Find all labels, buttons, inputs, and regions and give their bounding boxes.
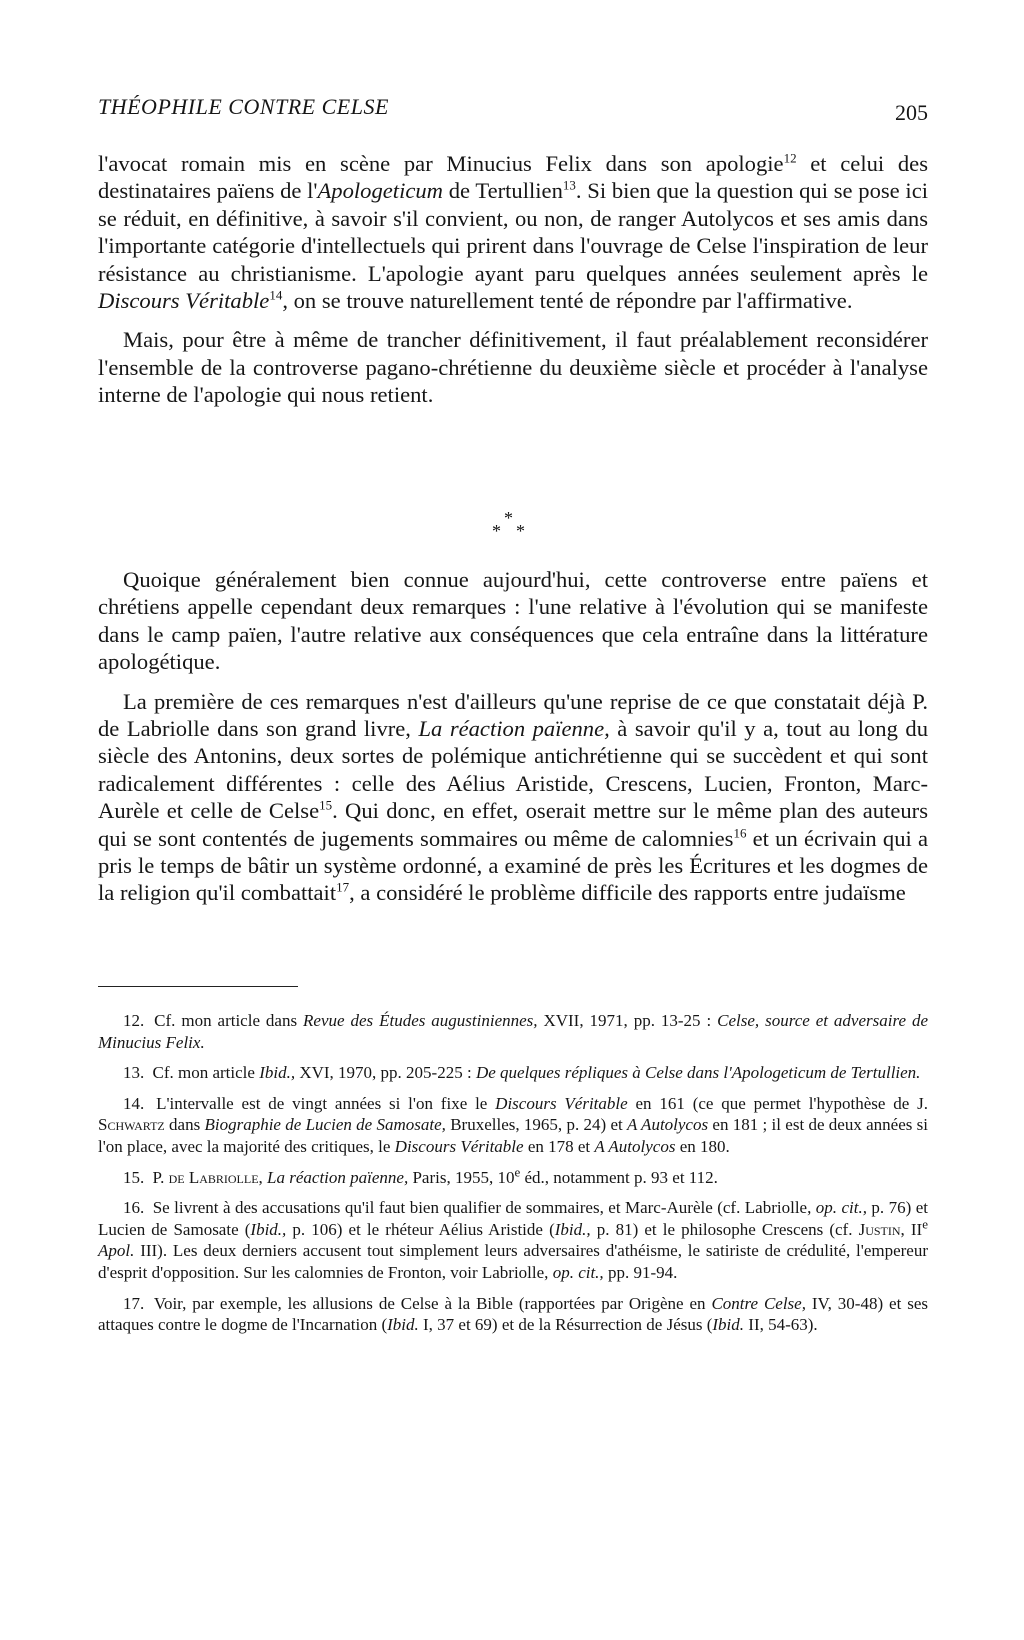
text-run: . Qui donc, en effet, oserait mettre sur le même plan des auteurs qui se sont contentés de jugements sommaires ou même de calomnies [98,798,928,851]
star-icon: * [516,521,525,541]
italic-run: op. cit., [552,1262,604,1282]
text-run: en 161 (ce que permet l'hypothèse de J. [627,1093,929,1113]
footnote-number: 15. [123,1167,145,1187]
footnote-ref-17: 17 [336,879,350,895]
text-run: . Si bien que la question qui se pose ici se réduit, en définitive, à savoir s'il convient, ou non, de ranger Autolycos et ses amis dans l'importante catégorie d'intellectuels qui prirent dans l'ouvrage de Celse l'inspiration de leur résistance au christianisme. L'apologie ayant paru quelques années seulement après le [98,178,928,286]
text-run: en 181 ; il est de deux années si l'on place, avec la majorité des critiques, le [98,1115,929,1156]
text-run: L'intervalle est de vingt années si l'on fixe le [148,1093,496,1113]
text-run: et un écrivain qui a pris le temps de bâtir un système ordonné, a examiné de près les Écritures et les dogmes de la religion qu'il combattait [98,825,928,906]
italic-run: Celse, source et adversaire de Minucius Felix. [98,1011,928,1052]
italic-run: de Tertullien. [826,1063,921,1083]
text-run: dans [164,1115,205,1135]
text-run: éd., notamment p. 93 et 112. [520,1167,718,1187]
italic-run: Discours Véritable [495,1093,628,1113]
italic-run: op. cit., [815,1198,867,1218]
footnote-ref-14: 14 [269,287,283,303]
footnote-ref-12: 12 [783,150,797,166]
italic-run: Discours Véritable [394,1136,524,1156]
text-run: La première de ces remarques n'est d'ailleurs qu'une reprise de ce que constatait déjà P. de Labriolle dans son grand livre, [98,688,928,742]
text-run: , II [900,1219,923,1239]
star-icon: * [492,521,501,541]
title-discours: Discours Véritable [98,288,270,314]
italic-run: A Autolycos [627,1115,709,1135]
text-run: IV, 30-48) et ses attaques contre le dogme de l'Incarnation ( [98,1293,928,1335]
paragraph-2: Mais, pour être à même de trancher définitivement, il faut préalablement reconsidérer l'ensemble de la controverse pagano-chrétienne du deuxième siècle et procéder à l'analyse interne de l'apologie qui nous retient. [98,327,928,408]
italic-run: Biographie de Lucien de Samosate, [204,1115,446,1135]
page-header [98,88,928,128]
star-icon: * [504,508,513,528]
footnote-number: 16. [123,1198,145,1218]
text-run: en 178 et [523,1136,595,1156]
italic-run: Ibid., [250,1219,287,1239]
body-text [98,150,928,421]
italic-run: Ibid., [554,1219,591,1239]
author-name: Justin [858,1219,901,1239]
superscript: e [514,1163,521,1179]
text-run: , on se trouve naturellement tenté de répondre par l'affirmative. [282,288,853,314]
italic-run: Contre Celse, [711,1293,806,1313]
text-run: Cf. mon article [148,1063,260,1083]
paragraph-3: Quoique généralement bien connue aujourd'hui, cette controverse entre païens et chrétiens appelle cependant deux remarques : l'une relative à l'évolution qui se manifeste dans le camp païen, l'autre relative aux conséquences que cela entraîne dans la littérature apologétique. [98,567,928,675]
text-run: , a considéré le problème difficile des rapports entre judaïsme [349,880,906,906]
text-run: Bruxelles, 1965, p. 24) et [445,1115,627,1135]
title-apologeticum: Apologeticum [317,178,443,204]
running-title: THÉOPHILE CONTRE CELSE [98,94,389,119]
text-run: de Tertullien [443,178,563,204]
title-reaction-paienne: La réaction païenne, [418,716,610,742]
text-run: pp. 91-94. [603,1262,678,1282]
footnote-15 [98,1163,928,1189]
footnote-14 [98,1093,928,1158]
text-run: Paris, 1955, 10 [408,1167,515,1187]
footnote-divider [98,986,298,987]
text-run: XVII, 1971, pp. 13-25 : [537,1011,718,1030]
italic-run: Apol. [98,1241,135,1261]
text-run: Cf. mon article dans [148,1011,304,1030]
text-run: P. [148,1167,169,1187]
text-run: p. 76) et Lucien de Samosate ( [98,1198,928,1239]
text-run: p. 81) et le philosophe Crescens (cf. [590,1219,859,1239]
italic-run: Ibid. [387,1315,419,1335]
text-run: p. 106) et le rhéteur Aélius Aristide ( [286,1219,555,1239]
footnote-16 [98,1197,928,1283]
text-run: II, 54-63). [744,1315,818,1335]
text-run: l'avocat romain mis en scène par Minucius Felix dans son apologie [98,151,784,176]
footnote-ref-15: 15 [319,797,333,813]
text-run: XVI, 1970, pp. 205-225 : [295,1063,476,1083]
body-text-section-2 [98,566,928,919]
paragraph-1 [98,150,928,314]
paragraph-4 [98,688,928,907]
text-run: en 180. [675,1136,730,1156]
footnote-ref-13: 13 [562,177,576,193]
footnote-ref-16: 16 [733,825,747,841]
footnote-number: 17. [123,1293,145,1313]
footnote-13 [98,1062,928,1084]
italic-run: Ibid., [259,1063,296,1083]
section-asterism [480,508,540,548]
text-run: , [258,1167,268,1187]
author-name: de Labriolle [168,1167,259,1187]
footnote-12 [98,1010,928,1053]
text-run: I, 37 et 69) et de la Résurrection de Jésus ( [418,1315,713,1335]
page-number: 205 [895,100,928,125]
italic-run: A Autolycos [594,1136,676,1156]
text-run: Se livrent à des accusations qu'il faut bien qualifier de sommaires, et Marc-Aurèle (cf. Labriolle, [148,1198,816,1218]
italic-run: Revue des Études augustiniennes, [303,1011,538,1030]
text-run: Voir, par exemple, les allusions de Celse à la Bible (rapportées par Origène en [148,1293,712,1313]
footnote-17 [98,1293,928,1336]
superscript: e [922,1216,928,1232]
italic-run: La réaction païenne, [267,1167,409,1187]
text-run: III). Les deux derniers accusent tout simplement leurs adversaires d'athéisme, le satiriste de crédulité, l'empereur d'esprit d'opposition. Sur les calomnies de Fronton, voir Labriolle, [98,1241,928,1282]
italic-run: De quelques répliques à Celse dans l' [475,1063,732,1083]
text-run: à savoir qu'il y a, tout au long du siècle des Antonins, deux sortes de polémique antichrétienne qui se succèdent et qui sont radicalement différentes : celle des Aélius Aristide, Crescens, Lucien, Fronton, Marc-Aurèle et celle de Celse [98,716,928,824]
author-name: Schwartz [98,1115,165,1135]
italic-run: Ibid. [712,1315,745,1335]
footnote-number: 13. [123,1063,145,1083]
footnotes [98,1010,928,1345]
footnote-number: 12. [123,1011,145,1030]
italic-run: Apologeticum [731,1063,827,1083]
text-run: et celui des destinataires païens de l' [98,151,928,204]
footnote-number: 14. [123,1093,145,1113]
